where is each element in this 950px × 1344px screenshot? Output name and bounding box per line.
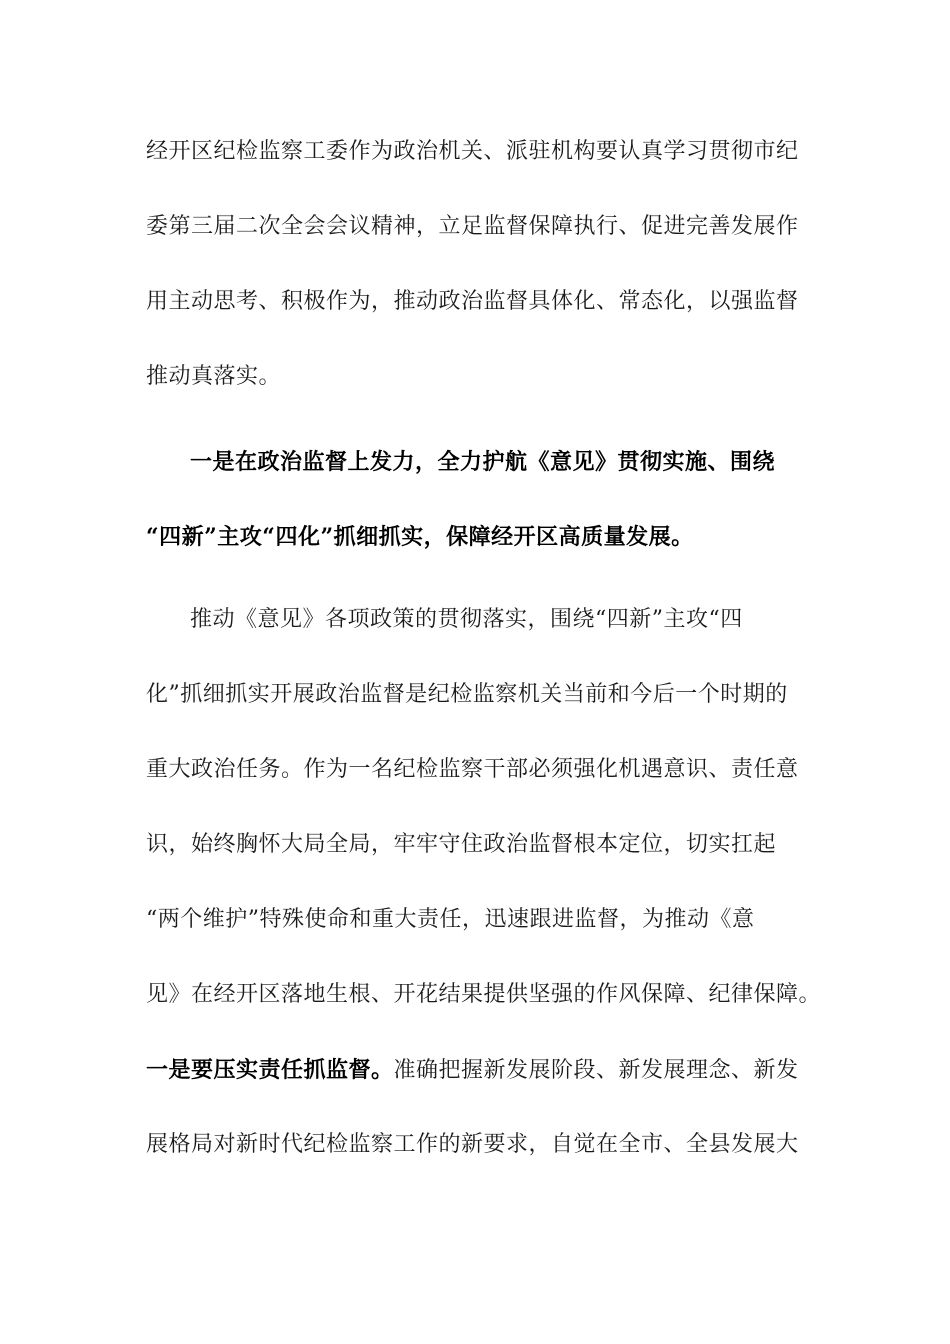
body-text-line: 化”抓细抓实开展政治监督是纪检监察机关当前和今后一个时期的 xyxy=(146,682,788,707)
body-text-line: 推动《意见》各项政策的贯彻落实，围绕“四新”主攻“四 xyxy=(190,607,743,632)
body-text-line: 重大政治任务。作为一名纪检监察干部必须强化机遇意识、责任意 xyxy=(146,757,799,782)
bold-lead-in: 一是要压实责任抓监督。 xyxy=(146,1057,394,1083)
section-heading-line: “四新”主攻“四化”抓细抓实，保障经开区高质量发展。 xyxy=(146,524,694,550)
body-text-line: 识，始终胸怀大局全局，牢牢守住政治监督根本定位，切实扛起 xyxy=(146,832,777,857)
body-text-line xyxy=(146,1055,806,1086)
body-text-line: 经开区纪检监察工委作为政治机关、派驻机构要认真学习贯彻市纪 xyxy=(146,139,799,164)
body-text-line: “两个维护”特殊使命和重大责任，迅速跟进监督，为推动《意 xyxy=(146,907,755,932)
body-text-span: 准确把握新发展阶段、新发展理念、新发 xyxy=(393,1058,799,1083)
section-heading-line: 一是在政治监督上发力，全力护航《意见》贯彻实施、围绕 xyxy=(190,449,776,475)
body-text-line: 委第三届二次全会会议精神，立足监督保障执行、促进完善发展作 xyxy=(146,214,799,239)
body-text-line: 推动真落实。 xyxy=(146,364,282,389)
body-text-line: 用主动思考、积极作为，推动政治监督具体化、常态化，以强监督 xyxy=(146,289,799,314)
body-text-line: 展格局对新时代纪检监察工作的新要求，自觉在全市、全县发展大 xyxy=(146,1132,799,1157)
body-text-line: 见》在经开区落地生根、开花结果提供坚强的作风保障、纪律保障。 xyxy=(146,982,822,1007)
